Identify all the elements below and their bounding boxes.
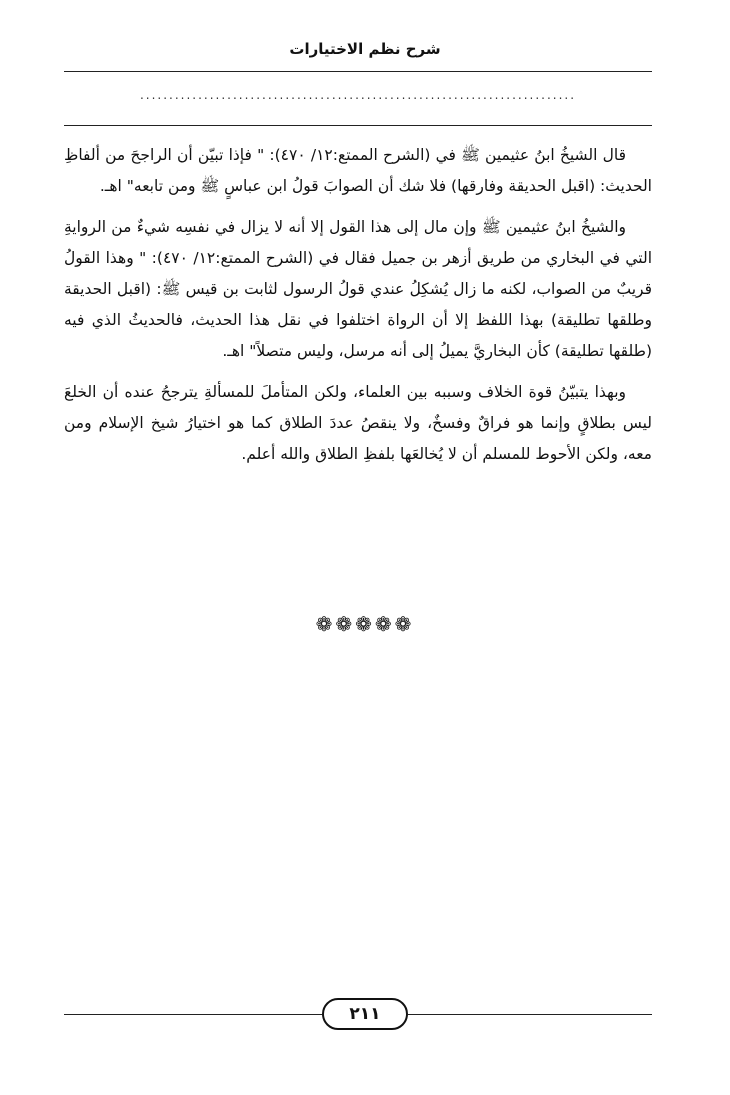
paragraph-1: قال الشيخُ ابنُ عثيمين ﷺ في (الشرح الممتع:١٢/ ٤٧٠): " فإذا تبيّن أن الراجحَ من ألفاظِ الحديث: (اقبل الحديقة وفارقها) فلا شك أن الصوابَ قولُ ابن عباسٍ ﷺ ومن تابعه" اهـ. <box>64 146 652 195</box>
header-rule-bottom <box>64 125 652 126</box>
paragraph-3: وبهذا يتبيّنُ قوة الخلاف وسببه بين العلماء، ولكن المتأملَ للمسألةِ يترجحُ عنده أن الخلعَ ليس بطلاقٍ وإنما هو فراقٌ وفسخٌ، ولا ينقصُ عددَ الطلاق كما هو اختيارُ شيخ الإسلام ومن معه، ولكن الأحوط للمسلم أن لا يُخالعَها بلفظِ الطلاق والله أعلم. <box>64 383 652 463</box>
header-rule-top <box>64 71 652 72</box>
dotted-separator: ........................................................................... <box>139 88 577 102</box>
section-ornament: ❁❁❁❁❁ <box>315 612 415 636</box>
footer-rule-left <box>64 1014 322 1015</box>
running-header: شرح نظم الاختيارات <box>289 40 441 58</box>
main-text <box>64 140 652 480</box>
page-number-badge: ٢١١ <box>322 998 408 1030</box>
footer-rule-right <box>408 1014 652 1015</box>
paragraph-2: والشيخُ ابنُ عثيمين ﷺ وإن مال إلى هذا القول إلا أنه لا يزال في نفسِه شيءٌ من الروايةِ التي في البخاري من طريق أزهر بن جميل فقال في (الشرح الممتع:١٢/ ٤٧٠): " وهذا القولُ قريبٌ من الصواب، لكنه ما زال يُشكِلُ عندي قولُ الرسول لثابت بن قيس ﷺ: (اقبل الحديقة وطلقها تطليقة) بهذا اللفظ إلا أن الرواة اختلفوا في نقل هذا الحديث، فالحديثُ الذي فيه (طلقها تطليقة) كأن البخاريَّ يميلُ إلى أنه مرسل، وليس متصلاً" اهـ. <box>64 218 653 360</box>
